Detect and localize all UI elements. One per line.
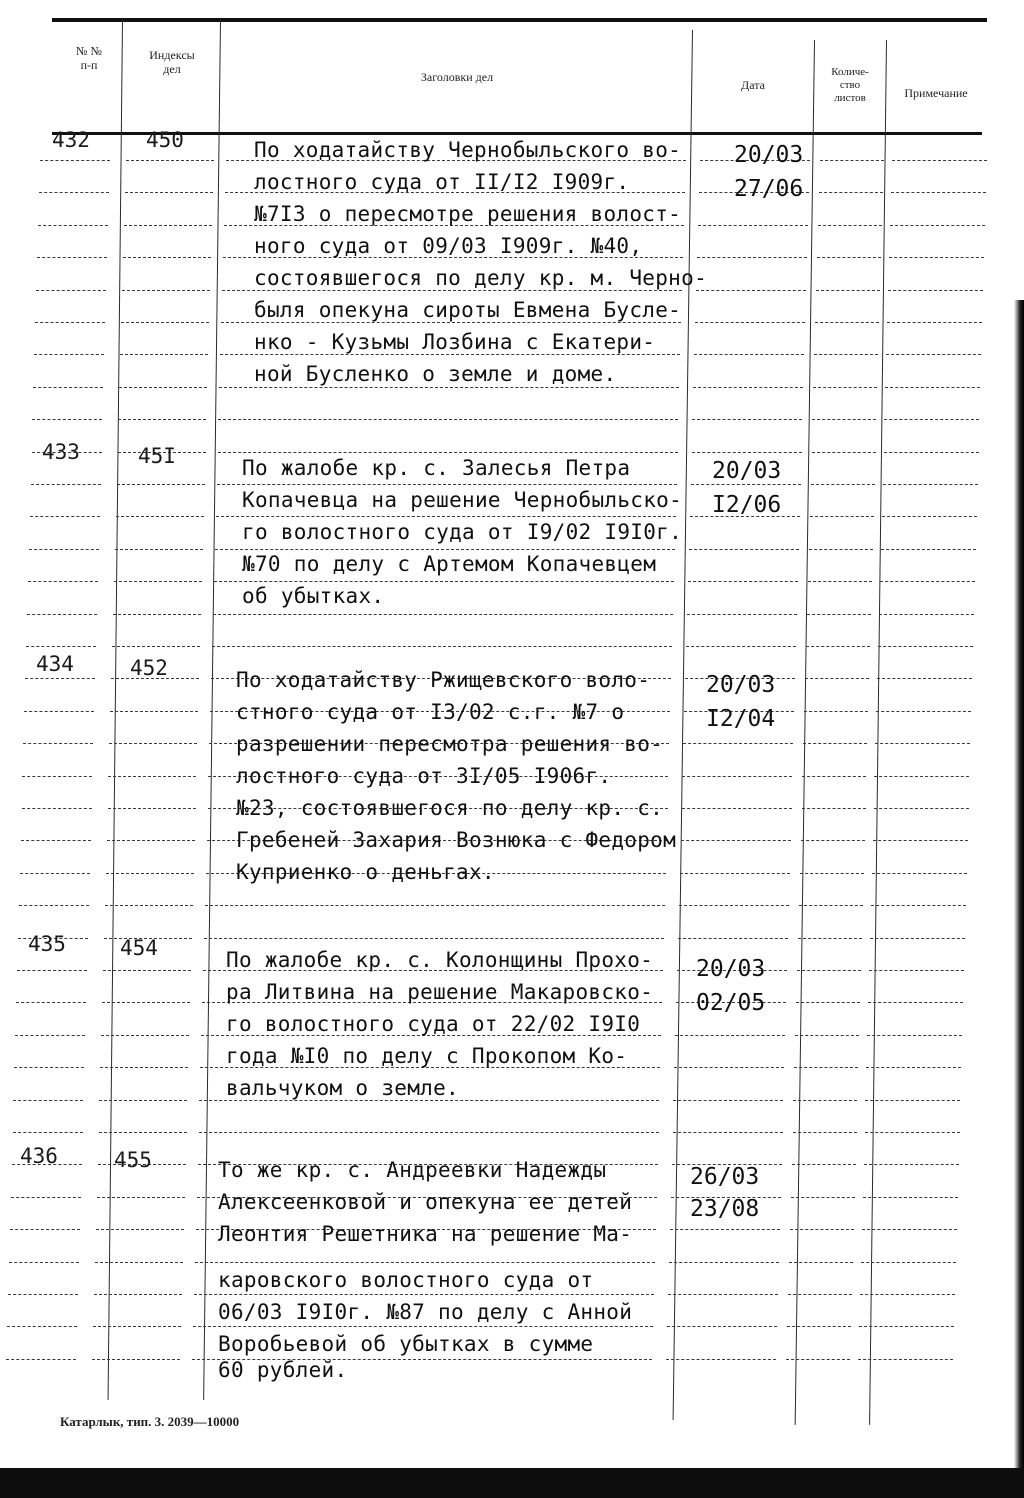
ruled-line [863, 1197, 958, 1198]
ruled-line [864, 1164, 959, 1165]
ruled-line [811, 484, 875, 485]
ruled-line [886, 354, 981, 355]
ruled-line [19, 905, 89, 906]
ruled-line [818, 225, 882, 226]
title-line: По ходатайству Чернобыльского во- [254, 138, 682, 162]
ruled-line [212, 646, 672, 647]
ruled-line [867, 1035, 962, 1036]
ruled-line [875, 743, 970, 744]
ruled-line [793, 1132, 857, 1133]
ruled-line [123, 257, 211, 258]
ruled-line [804, 711, 868, 712]
title-line: состоявшегося по делу кр. м. Черно- [254, 266, 708, 290]
date-start: 20/03 [712, 458, 782, 484]
ruled-line [35, 322, 105, 323]
ruled-line [668, 1294, 778, 1295]
ruled-line [865, 1132, 960, 1133]
ruled-line [794, 1067, 858, 1068]
date-end: I2/06 [712, 492, 782, 518]
ruled-line [791, 1197, 855, 1198]
ruled-line [872, 873, 967, 874]
ruled-line [99, 1132, 187, 1133]
ruled-line [13, 1100, 83, 1101]
ruled-line [858, 1359, 953, 1360]
ruled-line [692, 419, 802, 420]
record-index: 454 [120, 936, 158, 960]
ruled-line [890, 225, 985, 226]
ruled-line [786, 1359, 850, 1360]
header-date [694, 78, 812, 92]
ruled-line [28, 581, 98, 582]
title-line: вальчуком о земле. [226, 1076, 459, 1100]
ruled-line [884, 419, 979, 420]
date-start: 20/03 [706, 672, 776, 698]
ruled-line [9, 1262, 79, 1263]
ruled-line [879, 614, 974, 615]
ruled-line [36, 290, 106, 291]
title-line: года №I0 по делу с Прокопом Ко- [226, 1044, 628, 1068]
ruled-line [885, 387, 980, 388]
record-number: 435 [28, 932, 66, 956]
ruled-line [868, 1002, 963, 1003]
date-end: 27/06 [734, 176, 804, 202]
ruled-line [809, 549, 873, 550]
ruled-line [693, 387, 803, 388]
ruled-line [865, 1100, 960, 1101]
printer-imprint: Катарлык, тип. 3. 2039—10000 [60, 1414, 240, 1429]
ruled-line [870, 938, 965, 939]
ruled-line [125, 192, 213, 193]
ruled-line [815, 322, 879, 323]
title-line: об убытках. [242, 584, 385, 608]
ruled-line [798, 938, 862, 939]
ruled-line [787, 1326, 851, 1327]
ruled-line [675, 1035, 785, 1036]
ruled-line [25, 678, 95, 679]
ruled-line [695, 322, 805, 323]
ruled-line [790, 1229, 854, 1230]
ruled-line [880, 581, 975, 582]
ruled-line [96, 1229, 184, 1230]
ruled-line [881, 549, 976, 550]
ruled-line [860, 1294, 955, 1295]
ruled-line [108, 776, 196, 777]
ruled-line [817, 257, 881, 258]
record-title [242, 452, 682, 612]
ruled-line [813, 387, 877, 388]
title-line: №7I3 о пересмотре решения волост- [254, 202, 682, 226]
ruled-line [882, 516, 977, 517]
ruled-line [8, 1294, 78, 1295]
ruled-line [801, 840, 865, 841]
ruled-line [109, 743, 197, 744]
title-line: го волостного суда от I9/02 I9I0г. [242, 520, 683, 544]
ruled-line [669, 1262, 779, 1263]
ruled-line [22, 776, 92, 777]
ruled-line [679, 905, 789, 906]
ruled-line [218, 419, 678, 420]
header-note-label: Примечание [904, 86, 968, 100]
record-title [226, 944, 653, 1104]
ruled-line [97, 1197, 185, 1198]
header-count-label: Количе- ство листов [831, 66, 869, 104]
title-line: ра Литвина на решение Макаровско- [226, 980, 654, 1004]
ruled-line [102, 1002, 190, 1003]
ruled-line [800, 873, 864, 874]
ruled-line [27, 614, 97, 615]
ruled-line [112, 646, 200, 647]
header-title-label: Заголовки дел [420, 70, 494, 84]
ruled-line [888, 290, 983, 291]
record-index: 455 [114, 1148, 152, 1172]
ruled-line [788, 1294, 852, 1295]
ruled-line [6, 1359, 76, 1360]
title-line: го волостного суда от 22/02 I9I0 [226, 1012, 641, 1036]
ruled-line [126, 160, 214, 161]
header-note [886, 86, 986, 100]
ruled-line [795, 1035, 859, 1036]
ruled-line [33, 387, 103, 388]
ruled-line [17, 970, 87, 971]
ruled-line [106, 873, 194, 874]
record-title [236, 664, 676, 888]
ruled-line [94, 1294, 182, 1295]
ruled-line [681, 840, 791, 841]
ruled-line [680, 873, 790, 874]
title-line: По жалобе кр. с. Колонщины Прохо- [226, 948, 654, 972]
top-rule [52, 18, 987, 22]
header-count [814, 66, 886, 105]
ruled-line [38, 225, 108, 226]
ruled-line [682, 776, 792, 777]
ruled-line [107, 840, 195, 841]
ruled-line [820, 160, 884, 161]
ruled-line [92, 1359, 180, 1360]
ruled-line [20, 873, 90, 874]
ruled-line [789, 1262, 853, 1263]
ruled-line [40, 160, 110, 161]
ruled-line [678, 938, 788, 939]
title-line: лостного суда от 3I/05 I906г. [236, 764, 612, 788]
ruled-line [869, 970, 964, 971]
ruled-line [22, 808, 92, 809]
title-line: лостного суда от II/I2 I909г. [254, 170, 630, 194]
ruled-line [805, 678, 869, 679]
ruled-line [698, 225, 808, 226]
ruled-line [802, 776, 866, 777]
ruled-line [877, 678, 972, 679]
header-index [124, 48, 220, 76]
ruled-line [15, 1035, 85, 1036]
ruled-line [673, 1132, 783, 1133]
title-line: По жалобе кр. с. Залесья Петра [242, 456, 631, 480]
date-start: 20/03 [696, 956, 766, 982]
ruled-line [819, 192, 883, 193]
title-line: Копачевца на решение Чернобыльско- [242, 488, 683, 512]
ruled-line [891, 192, 986, 193]
ruled-line [883, 484, 978, 485]
header-date-label: Дата [741, 78, 765, 92]
ruled-line [103, 970, 191, 971]
title-line: Леонтия Решетника на решение Ма- [218, 1222, 633, 1246]
ruled-line [7, 1326, 77, 1327]
ruled-line [816, 290, 880, 291]
record-index: 45I [138, 444, 176, 468]
title-line: 06/03 I9I0г. №87 по делу с Анной [218, 1300, 633, 1324]
header-num-label: № № п-п [76, 44, 102, 72]
ruled-line [26, 646, 96, 647]
ruled-line [24, 711, 94, 712]
record-index: 452 [130, 656, 168, 680]
ruled-line [803, 743, 867, 744]
ruled-line [874, 776, 969, 777]
date-end: 23/08 [690, 1196, 760, 1222]
ruled-line [116, 516, 204, 517]
ruled-line [799, 905, 863, 906]
ruled-line [115, 549, 203, 550]
ruled-line [213, 614, 673, 615]
ruled-line [806, 646, 870, 647]
date-end: I2/04 [706, 706, 776, 732]
ruled-line [884, 452, 979, 453]
ruled-line [117, 484, 205, 485]
ruled-line [110, 711, 198, 712]
title-line: Гребеней Захария Вознюка с Федором [236, 828, 677, 852]
ruled-line [11, 1197, 81, 1198]
ruled-line [199, 1132, 659, 1133]
ruled-line [114, 581, 202, 582]
ruled-line [874, 808, 969, 809]
title-line: №70 по делу с Артемом Копачевцем [242, 552, 657, 576]
header-index-label: Индексы дел [149, 48, 195, 76]
ruled-line [204, 938, 664, 939]
ruled-line [16, 1002, 86, 1003]
ruled-line [667, 1326, 777, 1327]
ruled-line [30, 516, 100, 517]
ruled-line [124, 225, 212, 226]
header-num [56, 44, 122, 72]
ruled-line [862, 1229, 957, 1230]
record-title [254, 134, 707, 390]
ruled-line [796, 1002, 860, 1003]
title-line: стного суда от I3/02 с.г. №7 о [236, 700, 625, 724]
title-line: №23, состоявшегося по делу кр. с. [236, 796, 664, 820]
title-line: Куприенко о деньгах. [236, 860, 495, 884]
ruled-line [861, 1262, 956, 1263]
title-line: То же кр. с. Андреевки Надежды [218, 1158, 607, 1182]
ruled-line [797, 970, 861, 971]
ruled-line [878, 646, 973, 647]
col-rule-4 [795, 40, 815, 1425]
ruled-line [39, 192, 109, 193]
date-end: 02/05 [696, 990, 766, 1016]
scan-bottom-band [0, 1468, 1024, 1498]
title-line: ной Бусленко о земле и доме. [254, 362, 617, 386]
title-line: Алексеенковой и опекуна ее детей [218, 1190, 633, 1214]
ruled-line [808, 581, 872, 582]
ruled-line [101, 1035, 189, 1036]
ruled-line [689, 549, 799, 550]
record-index: 450 [146, 128, 184, 152]
ruled-line [814, 354, 878, 355]
ruled-line [10, 1229, 80, 1230]
title-line: ного суда от 09/03 I909г. №40, [254, 234, 643, 258]
ruled-line [683, 743, 793, 744]
ruled-line [32, 419, 102, 420]
ruled-line [673, 1100, 783, 1101]
ruled-line [682, 808, 792, 809]
ruled-line [37, 257, 107, 258]
ruled-line [688, 581, 798, 582]
date-start: 20/03 [734, 142, 804, 168]
ruled-line [121, 322, 209, 323]
ruled-line [120, 354, 208, 355]
col-rule-5 [869, 40, 887, 1425]
record-number: 433 [42, 440, 80, 464]
ruled-line [34, 354, 104, 355]
title-line: каровского волостного суда от [218, 1268, 594, 1292]
ruled-line [692, 452, 802, 453]
ruled-line [686, 646, 796, 647]
ruled-line [807, 614, 871, 615]
title-line: нко - Кузьмы Лозбина с Екатери- [254, 330, 656, 354]
ruled-line [122, 290, 210, 291]
ruled-line [205, 905, 665, 906]
ruled-line [871, 905, 966, 906]
ruled-line [687, 614, 797, 615]
ruled-line [691, 484, 801, 485]
title-line: быля опекуна сироты Евмена Бусле- [254, 298, 682, 322]
title-line: По ходатайству Ржищевского воло- [236, 668, 651, 692]
ruled-line [119, 387, 207, 388]
title-line: Воробьевой об убытках в сумме [218, 1332, 594, 1356]
ruled-line [14, 1067, 84, 1068]
ruled-line [802, 808, 866, 809]
ruled-line [21, 840, 91, 841]
ruled-line [866, 1067, 961, 1068]
ruled-line [113, 614, 201, 615]
ruled-line [31, 484, 101, 485]
ruled-line [13, 1132, 83, 1133]
date-start: 26/03 [690, 1164, 760, 1190]
ruled-line [674, 1067, 784, 1068]
ruled-line [100, 1067, 188, 1068]
ruled-line [694, 354, 804, 355]
ruled-line [670, 1229, 780, 1230]
ruled-line [873, 840, 968, 841]
ruled-line [95, 1262, 183, 1263]
ruled-line [93, 1326, 181, 1327]
header-title [222, 70, 692, 84]
ruled-line [859, 1326, 954, 1327]
ruled-line [810, 516, 874, 517]
ruled-line [108, 808, 196, 809]
ruled-line [697, 257, 807, 258]
record-number: 434 [36, 652, 74, 676]
record-title [218, 1154, 632, 1386]
ruled-line [105, 905, 193, 906]
ruled-line [812, 452, 876, 453]
ruled-line [889, 257, 984, 258]
ruled-line [887, 322, 982, 323]
ruled-line [696, 290, 806, 291]
ruled-line [99, 1100, 187, 1101]
record-number: 436 [20, 1144, 58, 1168]
title-line: разрешении пересмотра решения во- [236, 732, 664, 756]
ruled-line [23, 743, 93, 744]
ruled-line [876, 711, 971, 712]
title-line: 60 рублей. [218, 1358, 348, 1382]
ruled-line [118, 419, 206, 420]
ruled-line [793, 1100, 857, 1101]
ruled-line [812, 419, 876, 420]
ruled-line [892, 160, 987, 161]
ruled-line [792, 1164, 856, 1165]
ruled-line [666, 1359, 776, 1360]
scan-edge-shadow [1014, 300, 1024, 1470]
ruled-line [29, 549, 99, 550]
record-number: 432 [52, 128, 90, 152]
